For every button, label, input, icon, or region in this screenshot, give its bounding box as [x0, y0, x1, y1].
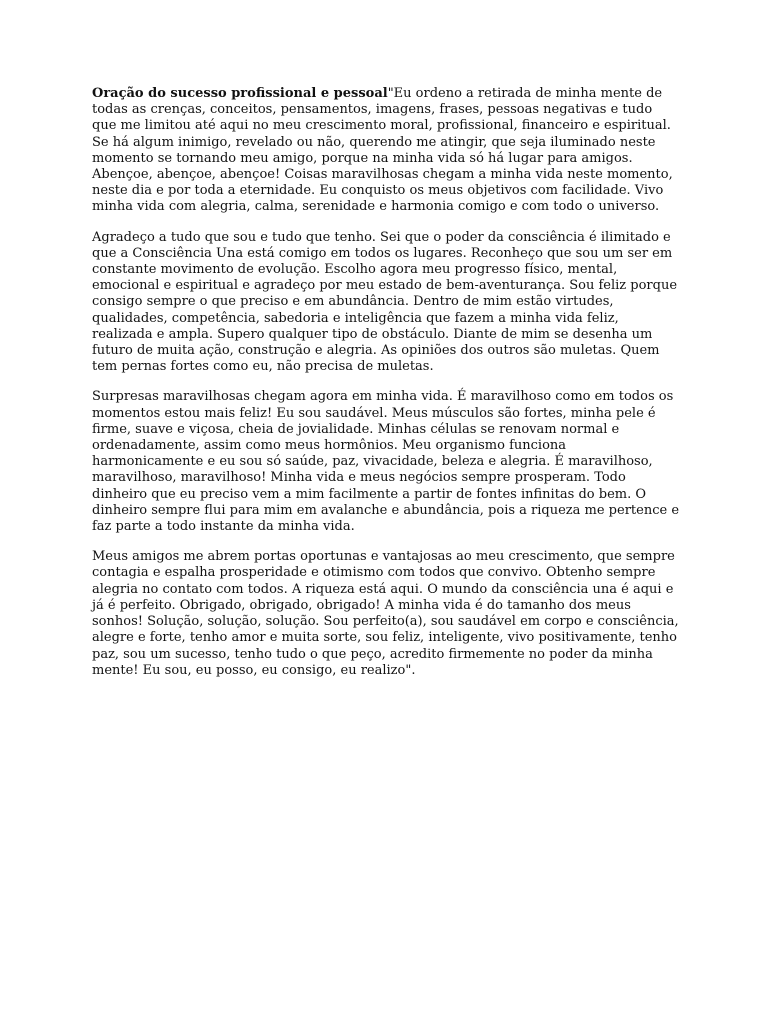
paragraph-1 — [92, 86, 680, 216]
paragraph-3: Surpresas maravilhosas chegam agora em minha vida. É maravilhoso como em todos os momentos estou mais feliz! Eu sou saudável. Meus músculos são fortes, minha pele é firme, suave e viçosa, cheia de jovialidade. Minhas células se renovam normal e ordenadamente, assim como meus hormônios. Meu organismo funciona harmonicamente e eu sou só saúde, paz, vivacidade, beleza e alegria. É maravilhoso, maravilhoso, maravilhoso! Minha vida e meus negócios sempre prosperam. Todo dinheiro que eu preciso vem a mim facilmente a partir de fontes infinitas do bem. O dinheiro sempre flui para mim em avalanche e abundância, pois a riqueza me pertence e faz parte a todo instante da minha vida. — [92, 389, 680, 535]
paragraph-2: Agradeço a tudo que sou e tudo que tenho. Sei que o poder da consciência é ilimitado e que a Consciência Una está comigo em todos os lugares. Reconheço que sou um ser em constante movimento de evolução. Escolho agora meu progresso físico, mental, emocional e espiritual e agradeço por meu estado de bem-aventurança. Sou feliz porque consigo sempre o que preciso e em abundância. Dentro de mim estão virtudes, qualidades, competência, sabedoria e inteligência que fazem a minha vida feliz, realizada e ampla. Supero qualquer tipo de obstáculo. Diante de mim se desenha um futuro de muita ação, construção e alegria. As opiniões dos outros são muletas. Quem tem pernas fortes como eu, não precisa de muletas. — [92, 229, 678, 375]
document-title: Oração do sucesso profissional e pessoal — [92, 86, 388, 101]
document-page — [92, 86, 680, 693]
paragraph-1-text: "Eu ordeno a retirada de minha mente de todas as crenças, conceitos, pensamentos, imagens, frases, pessoas negativas e tudo que me limitou até aqui no meu crescimento moral, profissional, financeiro e espiritual. Se há algum inimigo, revelado ou não, querendo me atingir, que seja iluminado neste momento se tornando meu amigo, porque na minha vida só há lugar para amigos. Abençoe, abençoe, abençoe! Coisas maravilhosas chegam a minha vida neste momento, neste dia e por toda a eternidade. Eu conquisto os meus objetivos com facilidade. Vivo minha vida com alegria, calma, serenidade e harmonia comigo e com todo o universo. — [92, 86, 673, 215]
paragraph-4: Meus amigos me abrem portas oportunas e vantajosas ao meu crescimento, que sempre contagia e espalha prosperidade e otimismo com todos que convivo. Obtenho sempre alegria no contato com todos. A riqueza está aqui. O mundo da consciência una é aqui e já é perfeito. Obrigado, obrigado, obrigado! A minha vida é do tamanho dos meus sonhos! Solução, solução, solução. Sou perfeito(a), sou saudável em corpo e consciência, alegre e forte, tenho amor e muita sorte, sou feliz, inteligente, vivo positivamente, tenho paz, sou um sucesso, tenho tudo o que peço, acredito firmemente no poder da minha mente! Eu sou, eu posso, eu consigo, eu realizo". — [92, 549, 679, 678]
